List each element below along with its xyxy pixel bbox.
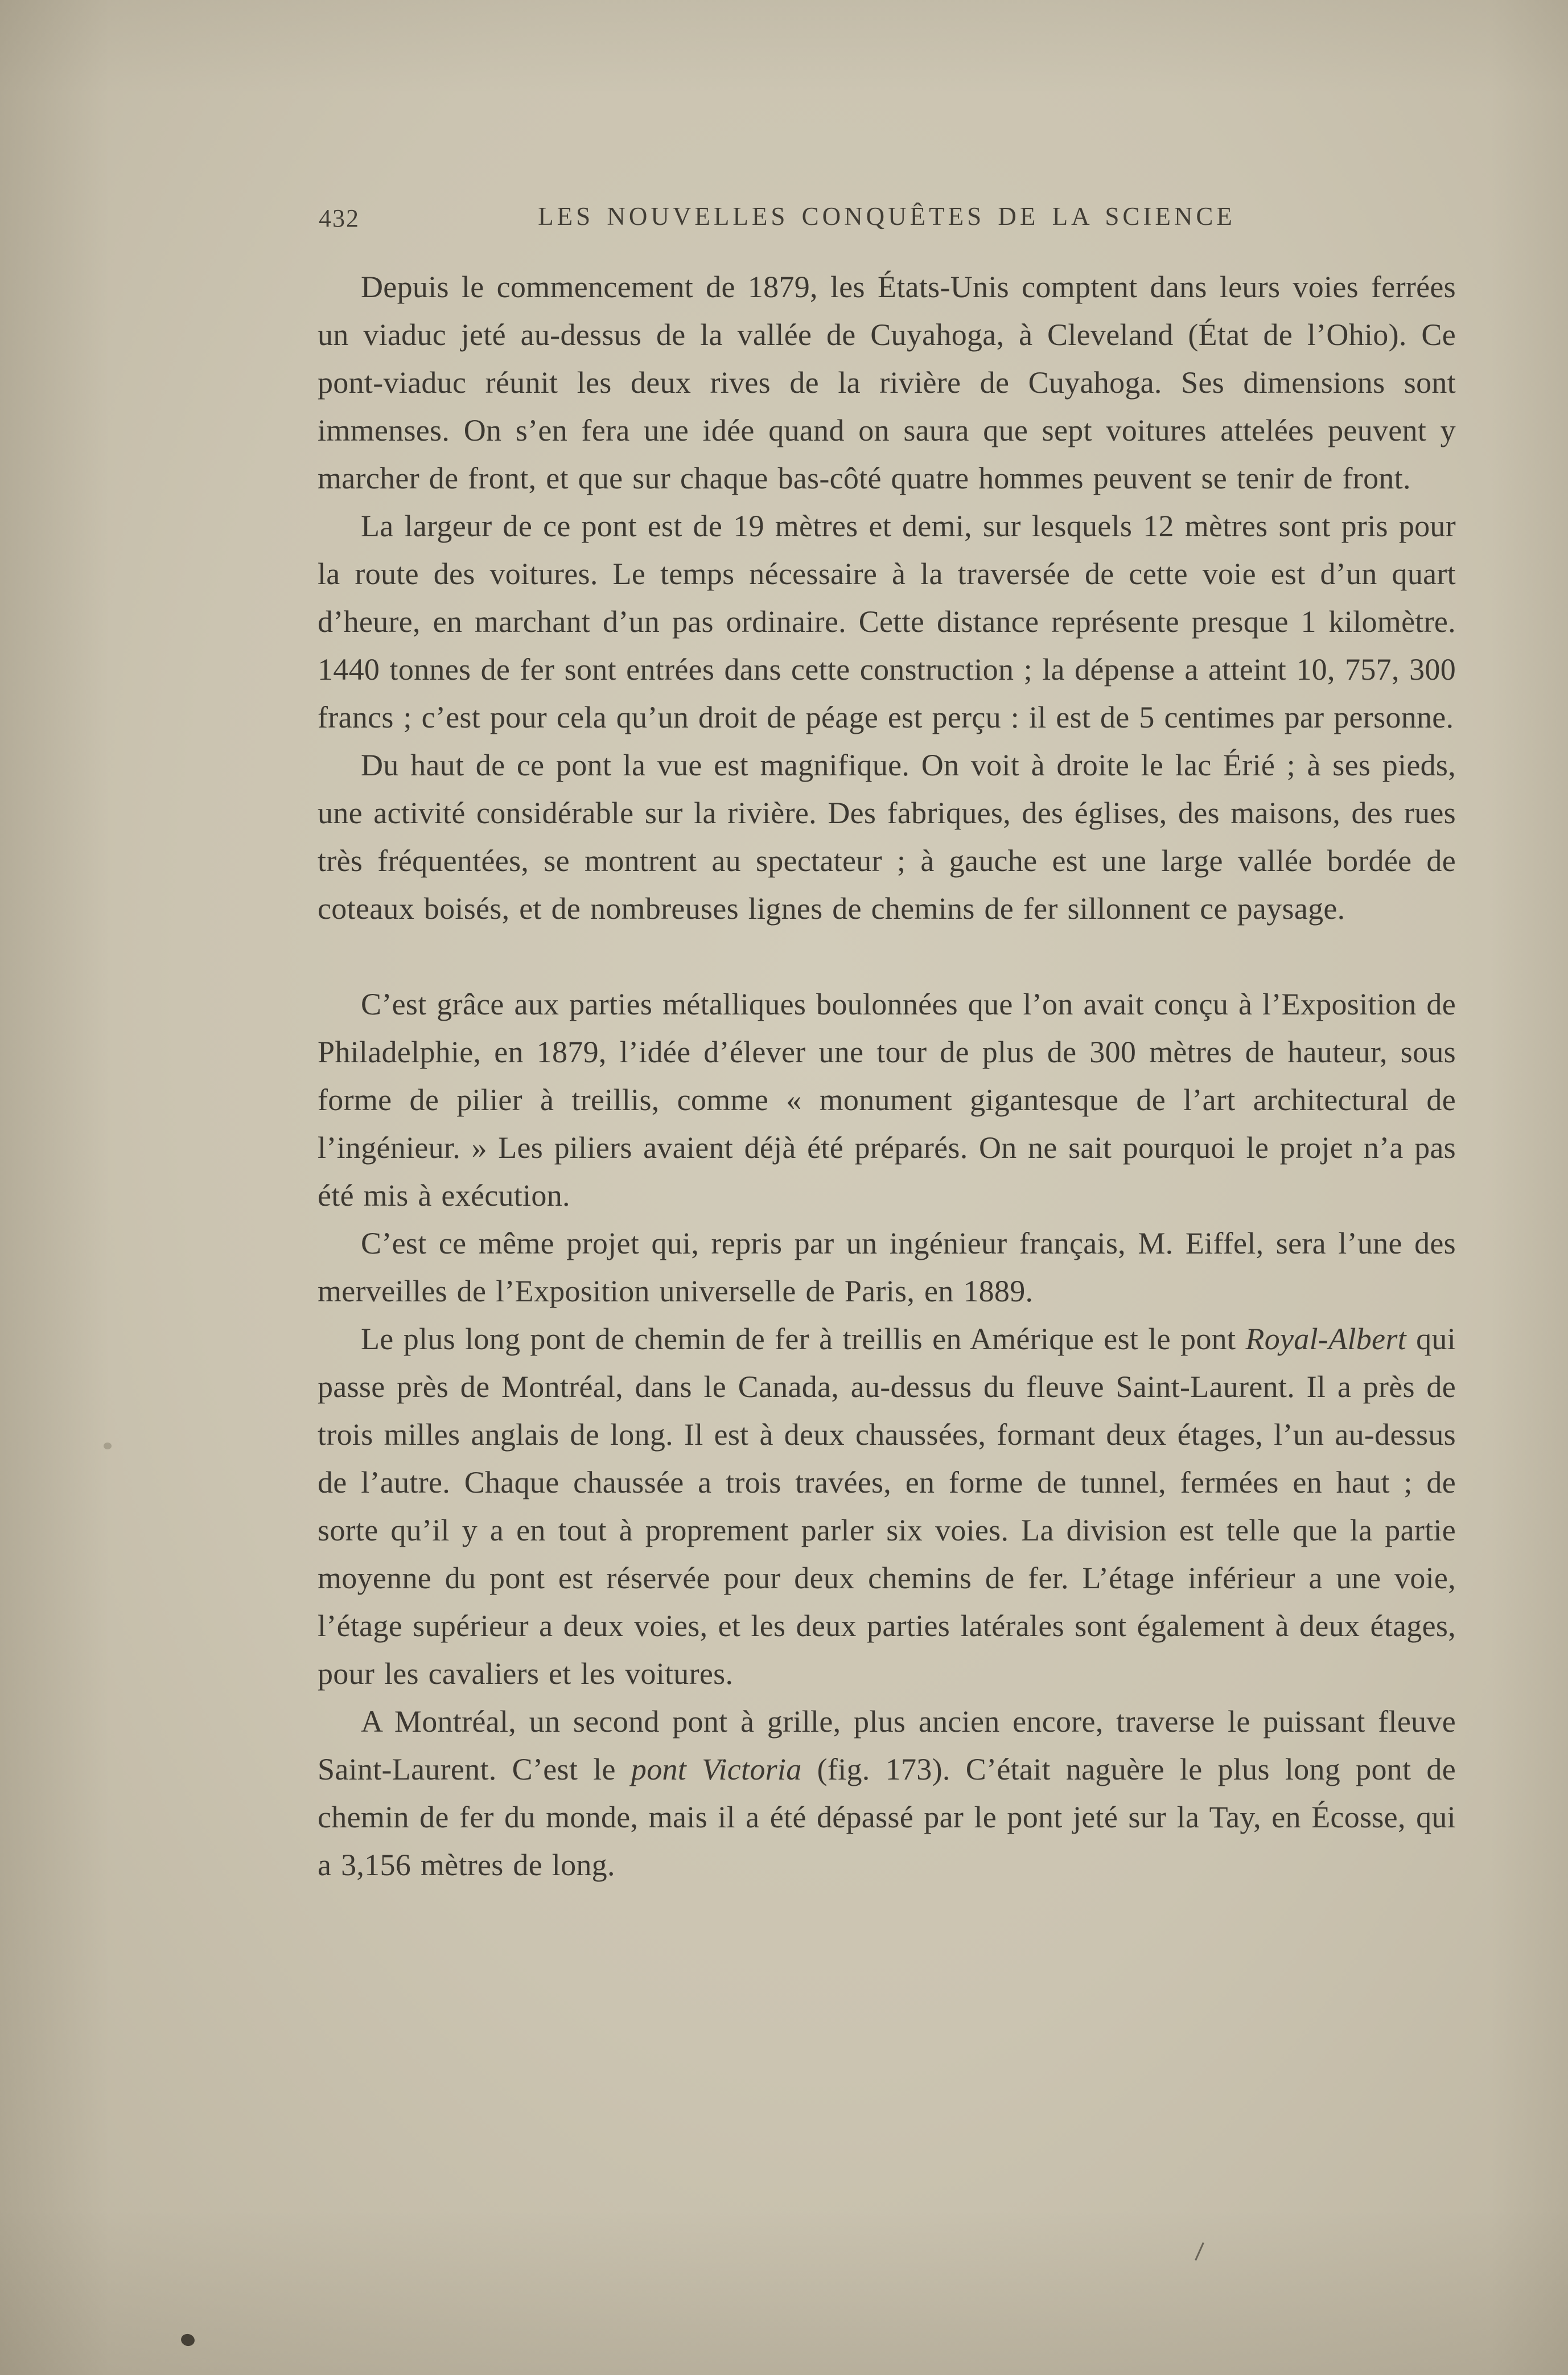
page-header bbox=[318, 200, 1456, 235]
running-title: LES NOUVELLES CONQUÊTES DE LA SCIENCE bbox=[538, 202, 1236, 231]
paragraph bbox=[318, 1219, 1456, 1315]
paragraph bbox=[318, 1315, 1456, 1698]
text-segment: C’est grâce aux parties métalliques boulonnées que l’on avait conçu à l’Exposition de Philadelphie, en 1879, l’idée d’élever une tour de plus de 300 mètres de hauteur, sous forme de pilier à treillis, comme « monument gigantesque de l’art architectural de l’ingénieur. » Les piliers avaient déjà été préparés. On ne sait pourquoi le projet n’a pas été mis à exécution. bbox=[318, 987, 1456, 1213]
page-number: 432 bbox=[319, 204, 360, 232]
paragraph bbox=[318, 263, 1456, 502]
pen-slash-mark bbox=[1195, 2242, 1204, 2261]
text-segment: qui passe près de Montréal, dans le Canada, au-dessus du fleuve Saint-Laurent. Il a près de trois milles anglais de long. Il est à deux chaussées, formant deux étages, l’un au-dessus de l’autre. Chaque chaussée a trois travées, en forme de tunnel, fermées en haut ; de sorte qu’il y a en tout à proprement parler six voies. La division est telle que la partie moyenne du pont est réservée pour deux chemins de fer. L’étage inférieur a une voie, l’étage supérieur a deux voies, et les deux parties latérales sont également à deux étages, pour les cavaliers et les voitures. bbox=[318, 1322, 1456, 1691]
paper-blemish bbox=[104, 1443, 112, 1449]
paragraph bbox=[318, 1698, 1456, 1889]
paragraph bbox=[318, 741, 1456, 932]
italic-text-segment: pont Victoria bbox=[631, 1752, 802, 1786]
paragraph bbox=[318, 502, 1456, 741]
italic-text-segment: Royal-Albert bbox=[1245, 1322, 1406, 1356]
text-segment: Depuis le commencement de 1879, les États-Unis comptent dans leurs voies ferrées un viaduc jeté au-dessus de la vallée de Cuyahoga, à Cleveland (État de l’Ohio). Ce pont-viaduc réunit les deux rives de la rivière de Cuyahoga. Ses dimensions sont immenses. On s’en fera une idée quand on saura que sept voitures attelées peuvent y marcher de front, et que sur chaque bas-côté quatre hommes peuvent se tenir de front. bbox=[318, 270, 1456, 495]
ink-speck bbox=[180, 2332, 196, 2347]
text-segment: Du haut de ce pont la vue est magnifique. On voit à droite le lac Érié ; à ses pieds, une activité considérable sur la rivière. Des fabriques, des églises, des maisons, des rues très fréquentées, se montrent au spectateur ; à gauche est une large vallée bordée de coteaux boisés, et de nombreuses lignes de chemins de fer sillonnent ce paysage. bbox=[318, 748, 1456, 926]
text-segment: A Montréal, un second pont à grille, plus ancien encore, traverse le puissant fleuve Saint-Laurent. C’est le bbox=[318, 1704, 1456, 1786]
paragraph bbox=[318, 980, 1456, 1219]
text-segment: (fig. 173). C’était naguère le plus long pont de chemin de fer du monde, mais il a été dépassé par le pont jeté sur la Tay, en Écosse, qui a 3,156 mètres de long. bbox=[318, 1752, 1456, 1882]
text-segment: Le plus long pont de chemin de fer à treillis en Amérique est le pont bbox=[361, 1322, 1246, 1356]
text-segment: La largeur de ce pont est de 19 mètres et demi, sur lesquels 12 mètres sont pris pour la route des voitures. Le temps nécessaire à la traversée de cette voie est d’un quart d’heure, en marchant d’un pas ordinaire. Cette distance représente presque 1 kilomètre. 1440 tonnes de fer sont entrées dans cette construction ; la dépense a atteint 10, 757, 300 francs ; c’est pour cela qu’un droit de péage est perçu : il est de 5 centimes par personne. bbox=[318, 509, 1456, 734]
text-segment: C’est ce même projet qui, repris par un ingénieur français, M. Eiffel, sera l’une des merveilles de l’Exposition universelle de Paris, en 1889. bbox=[318, 1226, 1456, 1308]
text-body bbox=[318, 263, 1456, 1889]
